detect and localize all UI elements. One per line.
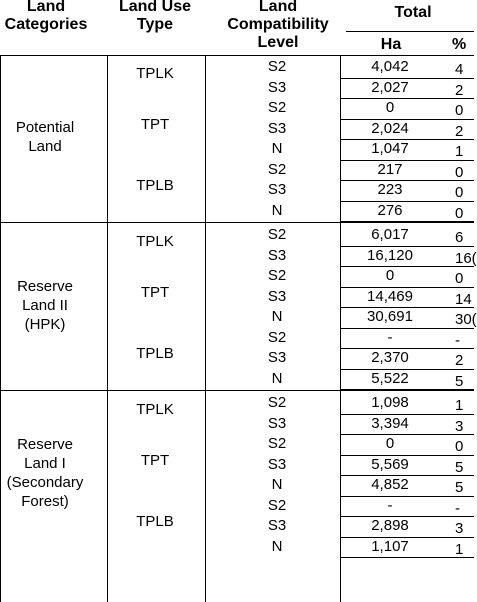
land-category-line: Land	[28, 138, 62, 155]
compatibility-level-cell: N	[271, 201, 283, 219]
header-line: Compatibility	[227, 16, 329, 33]
compatibility-level-cell: S2	[267, 394, 287, 411]
percent-cell: -	[455, 499, 460, 517]
land-category	[0, 118, 90, 156]
land-category-line: Reserve	[17, 436, 73, 453]
hectare-cell: -	[387, 328, 393, 346]
compatibility-level-cell: S2	[267, 496, 287, 514]
land-category-line: (HPK)	[24, 315, 66, 333]
percent-cell: 3	[455, 520, 464, 537]
percent-cell: 5	[455, 479, 464, 496]
total-underline	[346, 31, 474, 32]
hectare-cell: -	[387, 496, 393, 514]
header-percent: %	[452, 36, 467, 53]
hectare-cell: 2,024	[371, 119, 409, 137]
header-line: Categories	[4, 16, 88, 33]
percent-cell: 3	[455, 417, 464, 435]
percent-cell: 2	[455, 352, 464, 369]
percent-cell: 1	[455, 397, 464, 414]
compatibility-level-cell: N	[271, 476, 283, 493]
percent-cell: 5	[455, 458, 464, 476]
hectare-cell: 0	[385, 435, 395, 452]
land-category-line: Potential	[15, 119, 75, 136]
header-compatibility-level	[213, 0, 343, 52]
land-use-type: TPLB	[136, 345, 174, 363]
compatibility-level-cell: S2	[267, 160, 287, 178]
hectare-cell: 3,394	[371, 414, 409, 432]
column-rule	[107, 56, 108, 602]
land-category-line: Land II	[22, 296, 68, 314]
compatibility-level-cell: S2	[267, 99, 287, 116]
hectare-cell: 2,898	[371, 517, 409, 534]
hectare-cell: 1,047	[371, 140, 409, 157]
land-use-type: TPT	[140, 115, 170, 133]
land-use-type: TPLB	[136, 177, 174, 195]
column-rule	[0, 56, 1, 602]
compatibility-level-cell: N	[271, 140, 283, 157]
header-total: Total	[394, 4, 432, 21]
compatibility-level-cell: S2	[267, 328, 287, 346]
row-divider	[340, 557, 474, 558]
compatibility-level-cell: S3	[267, 119, 287, 137]
hectare-cell: 1,098	[371, 394, 409, 411]
percent-cell: 1	[455, 143, 464, 160]
compatibility-level-cell: S3	[267, 349, 287, 366]
percent-cell: 6	[455, 229, 464, 246]
compatibility-level-cell: S3	[267, 181, 287, 198]
hectare-cell: 6,017	[371, 226, 409, 243]
land-category	[0, 277, 90, 334]
percent-cell: 0	[455, 184, 464, 201]
land-use-type: TPLK	[136, 64, 174, 82]
compatibility-level-cell: N	[271, 369, 283, 387]
hectare-cell: 5,522	[371, 369, 409, 387]
compatibility-level-cell: S2	[267, 435, 287, 452]
land-use-type: TPT	[140, 283, 170, 301]
hectare-cell: 16,120	[367, 246, 413, 264]
percent-cell: 1	[455, 540, 464, 558]
header-line: Land	[26, 0, 66, 15]
hectare-cell: 1,107	[371, 537, 409, 555]
percent-cell: -	[455, 331, 460, 349]
hectare-cell: 4,042	[371, 58, 409, 75]
percent-cell: 0	[455, 204, 464, 222]
hectare-cell: 217	[377, 160, 403, 178]
percent-cell: 0	[455, 163, 464, 181]
column-rule	[340, 56, 341, 602]
hectare-cell: 14,469	[367, 287, 413, 305]
header-line: Type	[136, 16, 174, 33]
land-category-line: Land I	[24, 455, 66, 472]
compatibility-level-cell: N	[271, 308, 283, 325]
hectare-cell: 223	[377, 181, 403, 198]
hectare-cell: 4,852	[371, 476, 409, 493]
compatibility-level-cell: S3	[267, 287, 287, 305]
land-category	[0, 435, 90, 511]
hectare-cell: 30,691	[367, 308, 413, 325]
land-category-line: Forest)	[21, 493, 69, 510]
land-use-type: TPT	[140, 451, 170, 469]
land-use-type: TPLB	[136, 513, 174, 531]
column-rule	[205, 56, 206, 602]
land-category-line: (Secondary	[6, 474, 84, 491]
compatibility-level-cell: S3	[267, 414, 287, 432]
percent-cell: 0	[455, 438, 464, 455]
hectare-cell: 276	[377, 201, 403, 219]
percent-cell: 2	[455, 122, 464, 140]
header-line: Land	[258, 0, 298, 15]
hectare-cell: 2,027	[371, 78, 409, 96]
compatibility-level-cell: N	[271, 537, 283, 555]
percent-cell: 14	[455, 290, 472, 308]
hectare-cell: 2,370	[371, 349, 409, 366]
header-line: Land Use	[118, 0, 191, 15]
compatibility-level-cell: S3	[267, 78, 287, 96]
percent-cell: 0	[455, 270, 464, 287]
compatibility-level-cell: S2	[267, 267, 287, 284]
group-divider	[0, 390, 474, 391]
percent-cell: 2	[455, 81, 464, 99]
percent-cell: 0	[455, 102, 464, 119]
compatibility-level-cell: S2	[267, 58, 287, 75]
compatibility-level-cell: S2	[267, 226, 287, 243]
header-line: Level	[257, 34, 299, 51]
hectare-cell: 0	[385, 99, 395, 116]
land-use-type: TPLK	[136, 232, 174, 250]
header-land-use-type	[112, 0, 198, 34]
header-bottom-rule	[0, 55, 474, 56]
percent-cell: 30(	[455, 311, 477, 328]
compatibility-level-cell: S3	[267, 455, 287, 473]
compatibility-level-cell: S3	[267, 246, 287, 264]
land-category-line: Reserve	[17, 277, 73, 295]
group-divider	[0, 222, 474, 223]
percent-cell: 5	[455, 372, 464, 390]
hectare-cell: 5,569	[371, 455, 409, 473]
land-use-type: TPLK	[136, 400, 174, 418]
hectare-cell: 0	[385, 267, 395, 284]
header-ha: Ha	[380, 36, 402, 53]
percent-cell: 16(	[455, 249, 477, 267]
header-land-categories	[0, 0, 92, 34]
percent-cell: 4	[455, 61, 464, 78]
compatibility-level-cell: S3	[267, 517, 287, 534]
